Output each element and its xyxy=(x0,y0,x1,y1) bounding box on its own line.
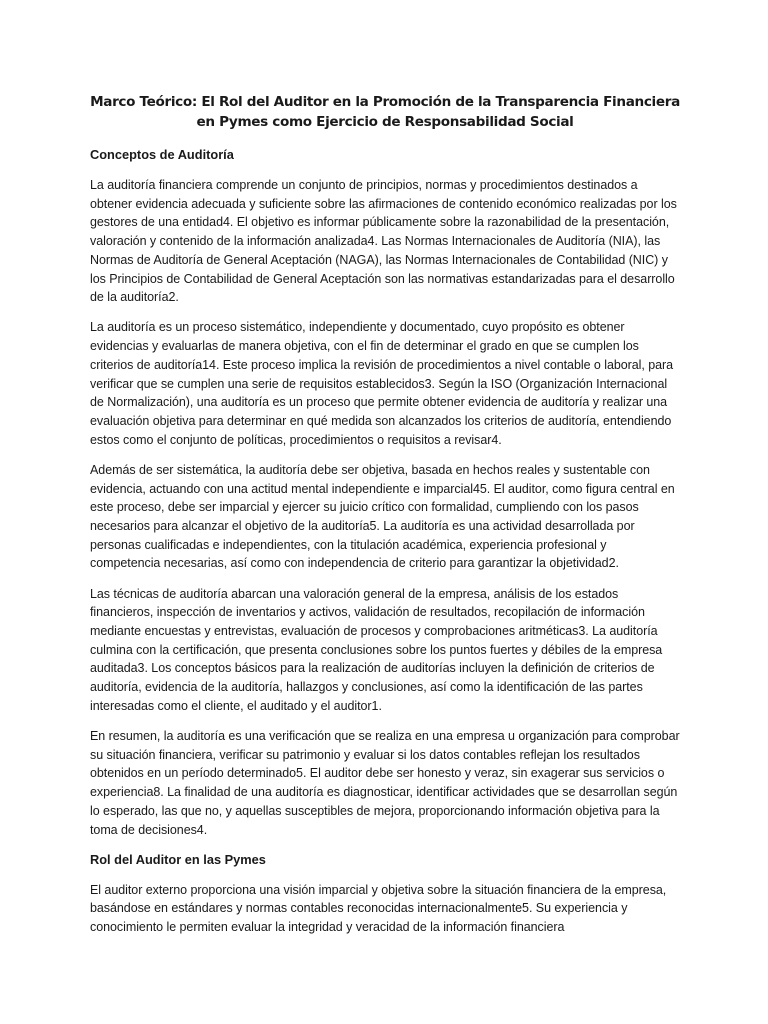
paragraph: Las técnicas de auditoría abarcan una valoración general de la empresa, análisis de los estados financieros, inspección de inventarios y activos, validación de resultados, recopilación de información mediante encuestas y entrevistas, evaluación de procesos y comprobaciones aritméticas3. La auditoría culmina con la certificación, que presenta conclusiones sobre los puntos fuertes y débiles de la empresa auditada3. Los conceptos básicos para la realización de auditorías incluyen la definición de criterios de auditoría, evidencia de la auditoría, hallazgos y conclusiones, así como la identificación de las partes interesadas como el cliente, el auditado y el auditor1. xyxy=(90,586,663,713)
paragraph: La auditoría financiera comprende un conjunto de principios, normas y procedimientos destinados a obtener evidencia adecuada y suficiente sobre las afirmaciones de contenido económico realizadas por los gestores de una entidad4. El objetivo es informar públicamente sobre la razonabilidad de la presentación, valoración y contenido de la información analizada4. Las Normas Internacionales de Auditoría (NIA), las Normas de Auditoría de General Aceptación (NAGA), las Normas Internacionales de Contabilidad (NIC) y los Principios de Contabilidad de General Aceptación son las normativas estandarizadas para el desarrollo de la auditoría2. xyxy=(90,178,677,305)
section-heading: Conceptos de Auditoría xyxy=(90,147,234,162)
paragraph: En resumen, la auditoría es una verificación que se realiza en una empresa u organización para comprobar su situación financiera, verificar su patrimonio y evaluar si los datos contables reflejan los resultados obtenidos en un período determinado5. El auditor debe ser honesto y veraz, sin exagerar sus servicios o experiencia8. La finalidad de una auditoría es diagnosticar, identificar actividades que se desarrollan según lo esperado, las que no, y aquellas susceptibles de mejora, proporcionando información objetiva para la toma de decisiones4. xyxy=(90,728,680,837)
document-page xyxy=(90,92,680,948)
section-conceptos-de-auditoria xyxy=(90,146,680,839)
document-title: Marco Teórico: El Rol del Auditor en la Promoción de la Transparencia Financiera en Pymes como Ejercicio de Responsabilidad Social xyxy=(90,94,680,130)
section-heading: Rol del Auditor en las Pymes xyxy=(90,851,266,867)
paragraph: La auditoría es un proceso sistemático, independiente y documentado, cuyo propósito es obtener evidencias y evaluarlas de manera objetiva, con el fin de determinar el grado en que se cumplen los criterios de auditoría14. Este proceso implica la revisión de procedimientos a nivel contable o laboral, para verificar que se cumplen una serie de requisitos establecidos3. Según la ISO (Organización Internacional de Normalización), una auditoría es un proceso que permite obtener evidencia de auditoría y realizar una evaluación objetiva para determinar en qué medida son alcanzados los criterios de auditoría, entendiendo estos como el conjunto de políticas, procedimientos o requisitos a revisar4. xyxy=(90,320,674,447)
section-rol-del-auditor xyxy=(90,851,680,937)
paragraph: Además de ser sistemática, la auditoría debe ser objetiva, basada en hechos reales y sustentable con evidencia, actuando con una actitud mental independiente e imparcial45. El auditor, como figura central en este proceso, debe ser imparcial y ejercer su juicio crítico con formalidad, cumpliendo con los pasos necesarios para alcanzar el objetivo de la auditoría5. La auditoría es una actividad desarrollada por personas cualificadas e independientes, con la titulación académica, experiencia profesional y competencia necesarias, así como con independencia de criterio para garantizar la objetividad2. xyxy=(90,462,675,571)
paragraph: El auditor externo proporciona una visión imparcial y objetiva sobre la situación financiera de la empresa, basándose en estándares y normas contables reconocidas internacionalmente5. Su experiencia y conocimiento le permiten evaluar la integridad y veracidad de la información financiera xyxy=(90,882,667,935)
